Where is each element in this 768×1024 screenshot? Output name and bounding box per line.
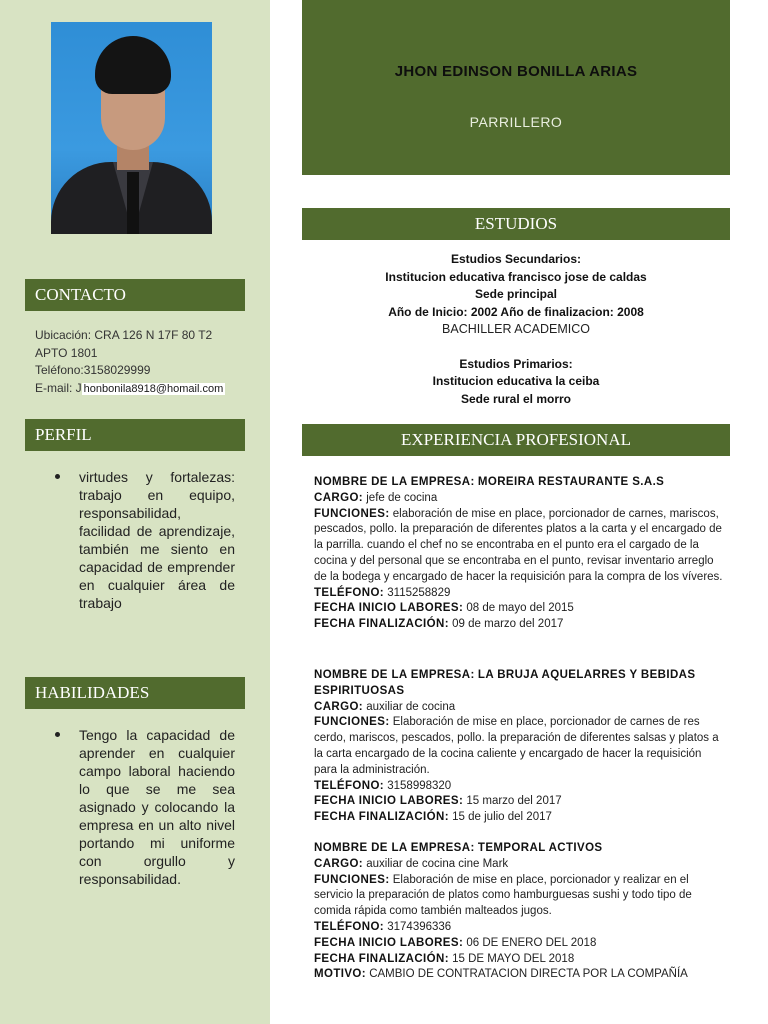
empresa-label: NOMBRE DE LA EMPRESA: bbox=[314, 842, 475, 854]
job-entry bbox=[314, 668, 724, 826]
motivo-value: CAMBIO DE CONTRATACION DIRECTA POR LA COMPAÑÍA bbox=[369, 968, 688, 981]
primarios-title: Estudios Primarios: bbox=[459, 356, 573, 371]
job-entry bbox=[314, 841, 724, 983]
cargo-value: auxiliar de cocina bbox=[366, 700, 456, 713]
telefono-value: 3115258829 bbox=[387, 586, 451, 599]
person-role: PARRILLERO bbox=[469, 114, 563, 130]
funciones-value: Elaboración de mise en place, porcionador y realizar en el servicio la preparación de platos como hamburguesas sushi y todo tipo de comida rápida como también malteados jugos. bbox=[314, 873, 692, 918]
perfil-item bbox=[55, 468, 235, 643]
name-banner bbox=[302, 0, 730, 175]
motivo-label: MOTIVO: bbox=[314, 968, 366, 981]
primarios-institucion: Institucion educativa la ceiba bbox=[432, 374, 600, 388]
fin-label: FECHA FINALIZACIÓN: bbox=[314, 952, 449, 965]
contact-phone: Teléfono:3158029999 bbox=[35, 363, 151, 377]
empresa-value: TEMPORAL ACTIVOS bbox=[477, 842, 603, 854]
funciones-label: FUNCIONES: bbox=[314, 716, 390, 729]
profile-photo bbox=[51, 22, 212, 234]
inicio-value: 06 DE ENERO DEL 2018 bbox=[466, 936, 597, 949]
bullet-icon bbox=[55, 732, 60, 737]
contact-location-apto: APTO 1801 bbox=[35, 345, 98, 360]
telefono-value: 3174396336 bbox=[387, 920, 452, 933]
habilidades-text: Tengo la capacidad de aprender en cualquier campo laboral haciendo lo que se me sea asignado y colocando la empresa en un alto nivel portando mi uniforme con orgullo y responsabilidad. bbox=[79, 727, 235, 887]
experiencia-header: EXPERIENCIA PROFESIONAL bbox=[302, 424, 730, 456]
contacto-header: CONTACTO bbox=[25, 279, 245, 311]
email-value[interactable]: honbonila8918@homail.com bbox=[83, 382, 224, 395]
cargo-label: CARGO: bbox=[314, 700, 364, 713]
inicio-label: FECHA INICIO LABORES: bbox=[314, 936, 464, 949]
secundarios-institucion: Institucion educativa francisco jose de caldas bbox=[385, 269, 647, 284]
telefono-label: TELÉFONO: bbox=[314, 920, 385, 933]
contact-email bbox=[35, 380, 225, 399]
funciones-value: Elaboración de mise en place, porcionador de carnes de res cerdo, mariscos, pescados, pollo. la preparación de diferentes salsas y platos a la carta encargado de la cocina caliente y encargado de hacer la requisición para la administración. bbox=[314, 716, 719, 776]
empresa-label: NOMBRE DE LA EMPRESA: bbox=[314, 669, 475, 681]
empresa-label: NOMBRE DE LA EMPRESA: bbox=[314, 476, 475, 488]
primarios-sede: Sede rural el morro bbox=[460, 391, 572, 406]
inicio-value: 08 de mayo del 2015 bbox=[466, 602, 574, 615]
funciones-label: FUNCIONES: bbox=[314, 873, 390, 886]
fin-value: 15 de julio del 2017 bbox=[452, 811, 552, 824]
inicio-label: FECHA INICIO LABORES: bbox=[314, 602, 464, 615]
fin-label: FECHA FINALIZACIÓN: bbox=[314, 618, 449, 631]
perfil-header: PERFIL bbox=[25, 419, 245, 451]
telefono-label: TELÉFONO: bbox=[314, 779, 385, 792]
contact-location: Ubicación: CRA 126 N 17F 80 T2 bbox=[35, 328, 213, 342]
contact-info bbox=[35, 327, 225, 398]
secundarios-anos: Año de Inicio: 2002 Año de finalizacion: 2008 bbox=[388, 304, 644, 319]
email-label: E-mail: J bbox=[35, 380, 82, 395]
habilidades-item bbox=[55, 726, 235, 888]
perfil-text: virtudes y fortalezas: trabajo en equipo, responsabilidad, facilidad de aprendizaje, también me siento en capacidad de emprender en cualquier área de trabajo bbox=[79, 469, 235, 611]
estudios-header: ESTUDIOS bbox=[302, 208, 730, 240]
inicio-value: 15 marzo del 2017 bbox=[466, 795, 562, 808]
estudios-section bbox=[302, 251, 730, 408]
cargo-value: jefe de cocina bbox=[366, 491, 438, 504]
telefono-label: TELÉFONO: bbox=[314, 586, 385, 599]
empresa-value: MOREIRA RESTAURANTE S.A.S bbox=[477, 476, 665, 488]
telefono-value: 3158998320 bbox=[387, 779, 452, 792]
bullet-icon bbox=[55, 474, 60, 479]
cargo-label: CARGO: bbox=[314, 857, 364, 870]
fin-value: 09 de marzo del 2017 bbox=[452, 618, 564, 631]
empresa-value: LA BRUJA AQUELARRES Y BEBIDAS ESPIRITUOSAS bbox=[314, 669, 696, 697]
person-name: JHON EDINSON BONILLA ARIAS bbox=[394, 63, 638, 80]
fin-label: FECHA FINALIZACIÓN: bbox=[314, 811, 449, 824]
fin-value: 15 DE MAYO DEL 2018 bbox=[452, 952, 575, 965]
secundarios-title: Estudios Secundarios: bbox=[450, 252, 582, 266]
inicio-label: FECHA INICIO LABORES: bbox=[314, 795, 464, 808]
funciones-value: elaboración de mise en place, porcionador de carnes, mariscos, pescados, pollo. la preparación de diferentes platos a la carta y el encargado de la parrilla. cuando el chef no se encontraba en el punto era el cargado de la cocina y del personal que se encontraba en el punto, revisar inventario arreglo de la bodega y encargado de hacer la requisición para la compra de los víveres. bbox=[314, 507, 723, 583]
secundarios-sede: Sede principal bbox=[474, 287, 558, 301]
job-entry bbox=[314, 475, 724, 633]
cargo-label: CARGO: bbox=[314, 491, 364, 504]
funciones-label: FUNCIONES: bbox=[314, 507, 390, 520]
secundarios-titulo: BACHILLER ACADEMICO bbox=[442, 322, 590, 336]
habilidades-header: HABILIDADES bbox=[25, 677, 245, 709]
cargo-value: auxiliar de cocina cine Mark bbox=[366, 857, 509, 870]
